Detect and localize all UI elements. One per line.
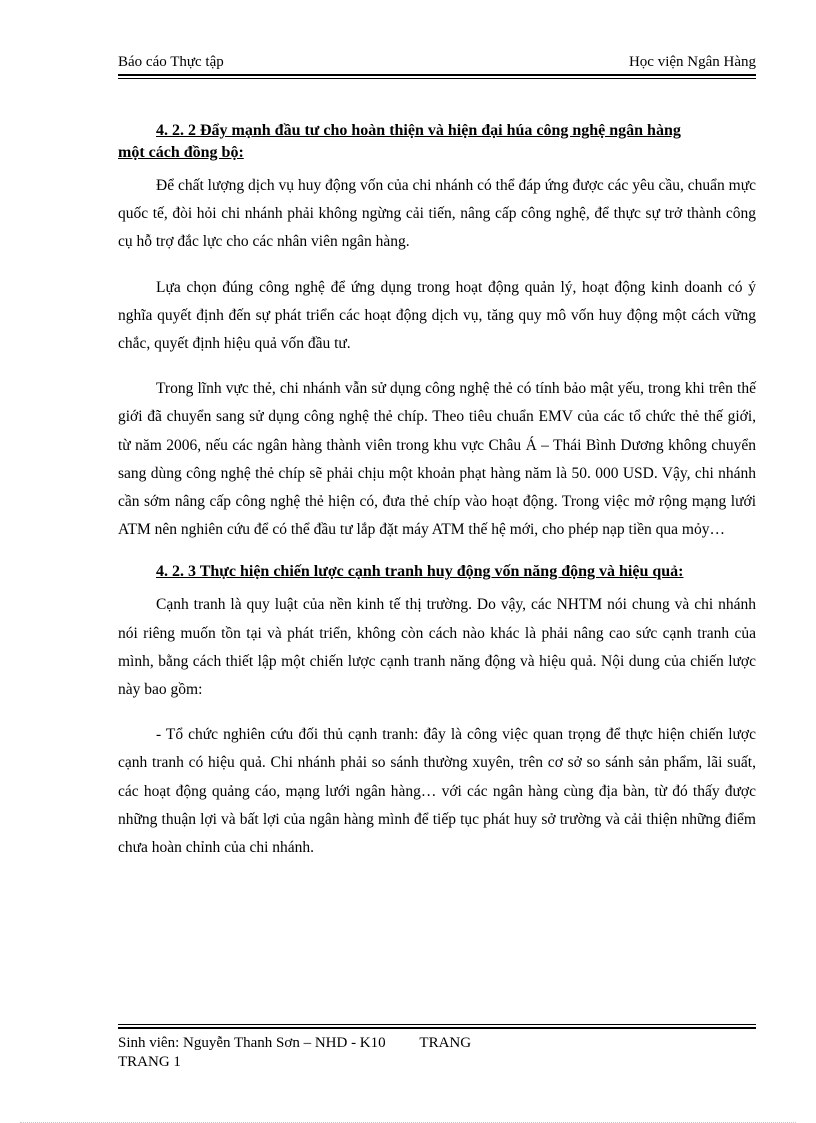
page-footer <box>118 1034 471 1072</box>
paragraph: Cạnh tranh là quy luật của nền kinh tế thị trường. Do vậy, các NHTM nói chung và chi nhánh nói riêng muốn tồn tại và phát triển, không còn cách nào khác là phải nâng cao sức cạnh tranh của mình, bằng cách thiết lập một chiến lược cạnh tranh năng động và hiệu quả. Nội dung của chiến lược này bao gồm: <box>118 596 756 699</box>
document-body <box>118 120 756 879</box>
paragraph: Trong lĩnh vực thẻ, chi nhánh vẫn sử dụng công nghệ thẻ có tính bảo mật yếu, trong khi trên thế giới đã chuyển sang sử dụng công nghệ thẻ chíp. Theo tiêu chuẩn EMV của các tổ chức thẻ thế giới, từ năm 2006, nếu các ngân hàng thành viên trong khu vực Châu Á – Thái Bình Dương không chuyển sang dùng công nghệ thẻ chíp sẽ phải chịu một khoản phạt hàng năm là 50. 000 USD. Vậy, chi nhánh cần sớm nâng cấp công nghệ thẻ hiện có, đưa thẻ chíp vào hoạt động. Trong việc mở rộng mạng lưới ATM nên nghiên cứu để có thể đầu tư lắp đặt máy ATM thế hệ mới, cho phép nạp tiền qua mỏy… <box>118 380 756 539</box>
page-header <box>118 54 756 74</box>
paragraph: Lựa chọn đúng công nghệ để ứng dụng trong hoạt động quản lý, hoạt động kinh doanh có ý nghĩa quyết định đến sự phát triển các hoạt động dịch vụ, tăng quy mô vốn huy động một cách vững chắc, quyết định hiệu quả vốn đầu tư. <box>118 278 756 353</box>
header-rule-thin <box>118 78 756 79</box>
bullet-paragraph: - Tổ chức nghiên cứu đối thủ cạnh tranh: đây là công việc quan trọng để thực hiện chiến lược cạnh tranh có hiệu quả. Chi nhánh phải so sánh thường xuyên, trên cơ sở so sánh sản phẩm, lãi suất, các hoạt động quảng cáo, mạng lưới ngân hàng… với các ngân hàng cùng địa bàn, từ đó thấy được những thuận lợi và bất lợi của ngân hàng mình để tiếp tục phát huy sở trường và cải thiện những điểm chưa hoàn chỉnh của chi nhánh. <box>118 726 756 857</box>
header-report-title: Báo cáo Thực tập <box>118 54 224 70</box>
footer-rule-thin <box>118 1024 756 1025</box>
section-heading-4-2-3: 4. 2. 3 Thực hiện chiến lược cạnh tranh huy động vốn năng động và hiệu quả: <box>156 563 684 581</box>
header-institution: Học viện Ngân Hàng <box>628 54 756 70</box>
footer-rule-thick <box>118 1027 756 1029</box>
footer-page-number: TRANG 1 <box>118 1054 181 1070</box>
paragraph: Để chất lượng dịch vụ huy động vốn của chi nhánh có thể đáp ứng được các yêu cầu, chuẩn mực quốc tế, đòi hỏi chi nhánh phải không ngừng cải tiến, nâng cấp công nghệ, để thực sự trở thành công cụ hỗ trợ đắc lực cho các nhân viên ngân hàng. <box>118 177 756 251</box>
footer-trang-label: TRANG <box>419 1035 472 1051</box>
header-rule-thick <box>118 74 756 76</box>
section-heading-4-2-2: 4. 2. 2 Đẩy mạnh đầu tư cho hoàn thiện và hiện đại húa công nghệ ngân hàng một cách đồng bộ: <box>118 122 681 161</box>
footer-student-name: Sinh viên: Nguyễn Thanh Sơn – NHD - K10 <box>118 1035 386 1051</box>
